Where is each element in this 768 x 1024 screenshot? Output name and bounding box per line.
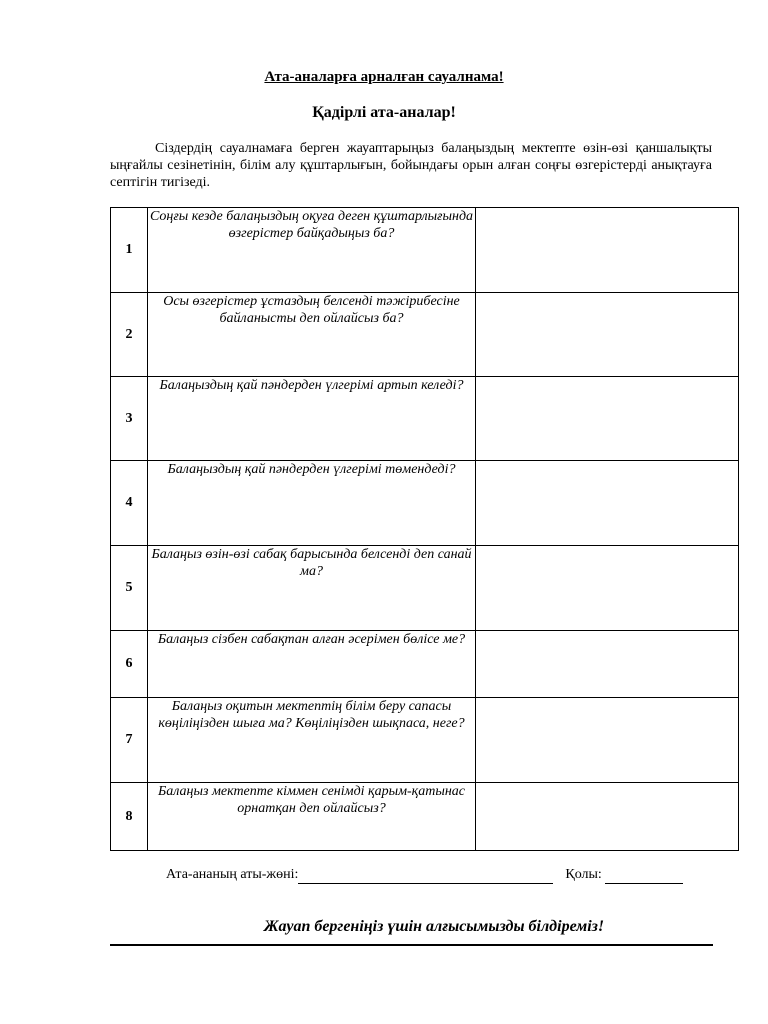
- question-text: Балаңыз мектепте кіммен сенімді қарым-қатынас орнатқан деп ойлайсыз?: [148, 783, 476, 851]
- question-text: Балаңыз өзін-өзі сабақ барысында белсенді деп санай ма?: [148, 546, 476, 631]
- table-row: [111, 208, 739, 293]
- intro-paragraph: Сіздердің сауалнамаға берген жауаптарыңыз балаңыздың мектепте өзін-өзі қаншалықты ыңғайлы сезінетінін, білім алу құштарлығын, бойындағы орын алған соңғы өзгерістерді анықтауға септігін тигізеді.: [110, 141, 712, 190]
- bottom-divider: [110, 944, 713, 946]
- table-row: [111, 631, 739, 698]
- question-number: 7: [111, 698, 148, 783]
- answer-cell[interactable]: [476, 461, 739, 546]
- thanks-message: Жауап бергеніңіз үшін алғысымызды білдіреміз!: [263, 918, 605, 935]
- question-number: 4: [111, 461, 148, 546]
- answer-cell[interactable]: [476, 293, 739, 377]
- table-row: [111, 293, 739, 377]
- question-text: Балаңыздың қай пәндерден үлгерімі төмендеді?: [148, 461, 476, 546]
- signature-field[interactable]: [605, 867, 683, 884]
- question-text: Осы өзгерістер ұстаздың белсенді тәжірибесіне байланысты деп ойлайсыз ба?: [148, 293, 476, 377]
- question-number: 8: [111, 783, 148, 851]
- question-number: 5: [111, 546, 148, 631]
- table-row: [111, 377, 739, 461]
- table-row: [111, 461, 739, 546]
- question-number: 6: [111, 631, 148, 698]
- question-text: Балаңыздың қай пәндерден үлгерімі артып келеді?: [148, 377, 476, 461]
- signature-label: Қолы:: [565, 867, 602, 882]
- question-text: Балаңыз сізбен сабақтан алған әсерімен бөлісе ме?: [148, 631, 476, 698]
- question-text: Соңғы кезде балаңыздың оқуға деген құштарлығында өзгерістер байқадыңыз ба?: [148, 208, 476, 293]
- question-number: 1: [111, 208, 148, 293]
- table-row: [111, 783, 739, 851]
- parent-name-label: Ата-ананың аты-жөні:: [166, 867, 299, 882]
- answer-cell[interactable]: [476, 546, 739, 631]
- greeting-heading: Қадірлі ата-аналар!: [312, 104, 456, 121]
- answer-cell[interactable]: [476, 377, 739, 461]
- question-text: Балаңыз оқитын мектептің білім беру сапасы көңіліңізден шыға ма? Көңіліңізден шықпаса, неге?: [148, 698, 476, 783]
- document-title: Ата-аналарға арналған сауалнама!: [264, 69, 504, 85]
- answer-cell[interactable]: [476, 698, 739, 783]
- table-row: [111, 698, 739, 783]
- parent-name-field[interactable]: [298, 867, 553, 884]
- question-number: 2: [111, 293, 148, 377]
- questions-table: [110, 207, 739, 851]
- answer-cell[interactable]: [476, 208, 739, 293]
- signature-line: [166, 867, 683, 884]
- answer-cell[interactable]: [476, 783, 739, 851]
- question-number: 3: [111, 377, 148, 461]
- table-row: [111, 546, 739, 631]
- answer-cell[interactable]: [476, 631, 739, 698]
